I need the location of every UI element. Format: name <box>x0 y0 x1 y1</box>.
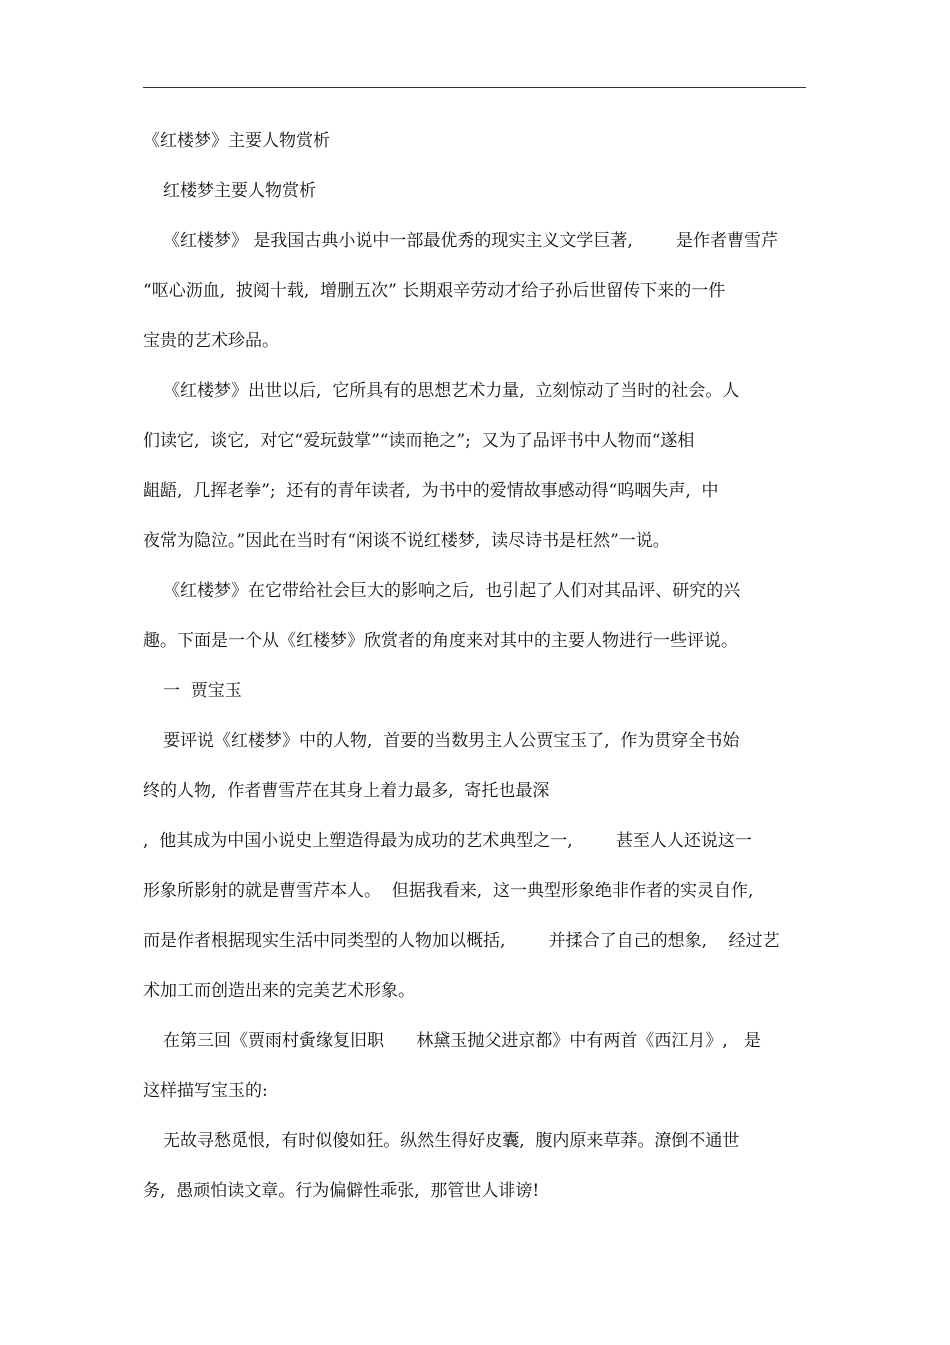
paragraph-line: 《红楼梦》出世以后, 它所具有的思想艺术力量, 立刻惊动了当时的社会。人 <box>163 381 740 401</box>
paragraph-line: 要评说《红楼梦》中的人物, 首要的当数男主人公贾宝玉了, 作为贯穿全书始 <box>163 731 740 751</box>
paragraph-line: 术加工而创造出来的完美艺术形象。 <box>143 981 415 1001</box>
paragraph-line: 们读它, 谈它, 对它“爱玩鼓掌”“读而艳之”; 又为了品评书中人物而“遂相 <box>143 431 695 451</box>
subtitle: 红楼梦主要人物赏析 <box>163 181 316 201</box>
poem-line: 无故寻愁觅恨, 有时似傻如狂。纵然生得好皮囊, 腹内原来草莽。潦倒不通世 <box>163 1131 740 1151</box>
paragraph-line: 夜常为隐泣。”因此在当时有“闲谈不说红楼梦, 读尽诗书是枉然”一说。 <box>143 531 670 551</box>
paragraph-line: 这样描写宝玉的: <box>143 1081 268 1101</box>
paragraph-line: 而是作者根据现实生活中同类型的人物加以概括, 并揉合了自己的想象, 经过艺 <box>143 931 780 951</box>
paragraph-line: 龃龉, 几挥老拳”; 还有的青年读者, 为书中的爱情故事感动得“呜咽失声, 中 <box>143 481 719 501</box>
paragraph-line: 《红楼梦》 是我国古典小说中一部最优秀的现实主义文学巨著, 是作者曹雪芹 <box>163 231 779 251</box>
paragraph-line: 宝贵的艺术珍品。 <box>143 331 279 351</box>
paragraph-line: 在第三回《贾雨村夤缘复旧职 林黛玉抛父进京都》中有两首《西江月》, 是 <box>163 1031 762 1051</box>
document-title: 《红楼梦》主要人物赏析 <box>143 131 330 151</box>
paragraph-line: 形象所影射的就是曹雪芹本人。 但据我看来, 这一典型形象绝非作者的实灵自作, <box>143 881 754 901</box>
paragraph-line: 《红楼梦》在它带给社会巨大的影响之后, 也引起了人们对其品评、研究的兴 <box>163 581 741 601</box>
paragraph-line: 终的人物, 作者曹雪芹在其身上着力最多, 寄托也最深 <box>143 781 550 801</box>
paragraph-line: “呕心沥血, 披阅十载, 增删五次” 长期艰辛劳动才给子孙后世留传下来的一件 <box>143 281 726 301</box>
paragraph-line: , 他其成为中国小说史上塑造得最为成功的艺术典型之一, 甚至人人还说这一 <box>143 831 752 851</box>
section-heading: 一 贾宝玉 <box>163 681 242 701</box>
paragraph-line: 趣。下面是一个从《红楼梦》欣赏者的角度来对其中的主要人物进行一些评说。 <box>143 631 738 651</box>
header-rule <box>143 87 806 88</box>
poem-line: 务, 愚顽怕读文章。行为偏僻性乖张, 那管世人诽谤! <box>143 1181 540 1201</box>
